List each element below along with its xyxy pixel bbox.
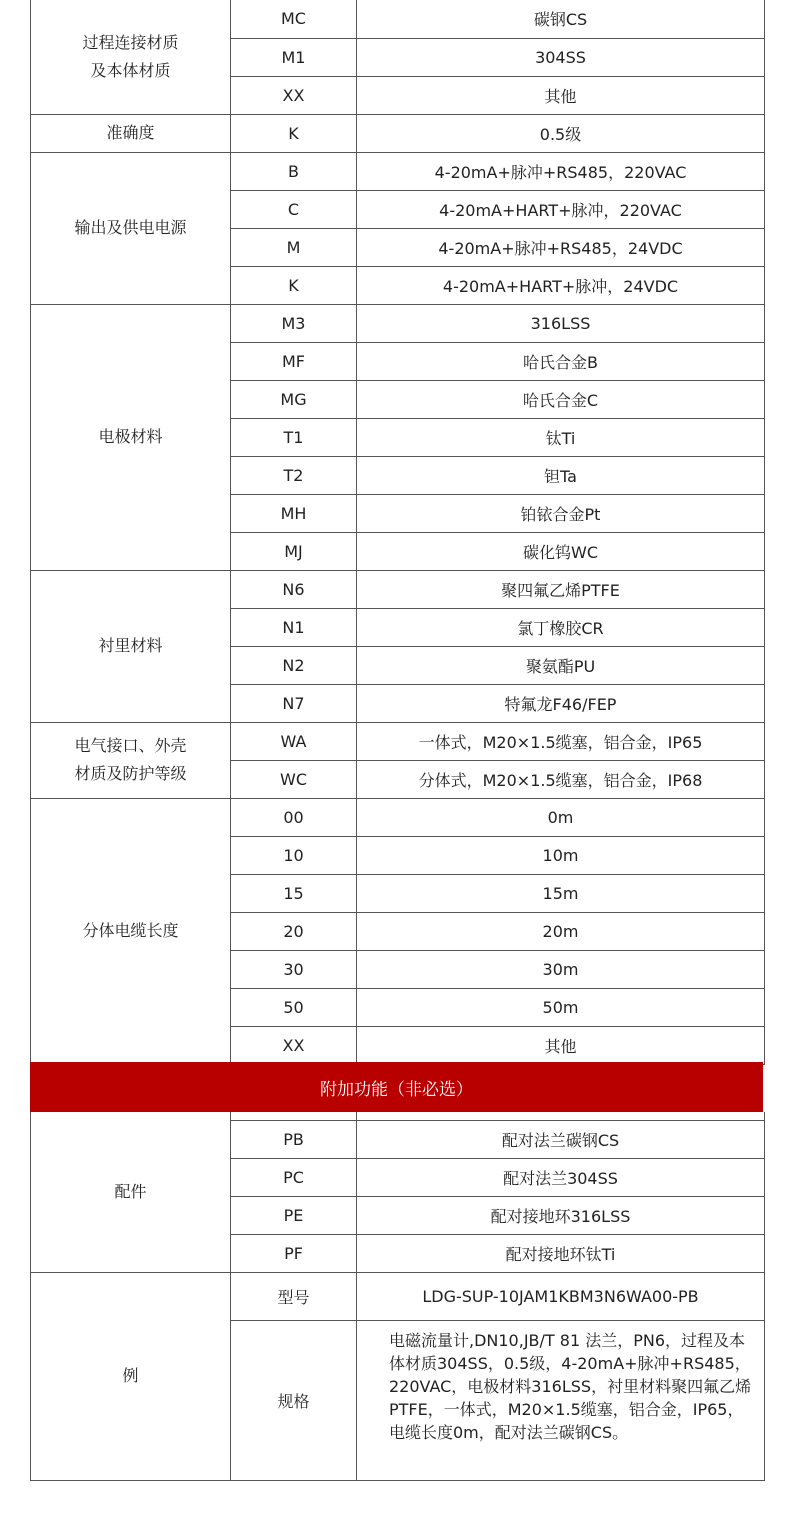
code-cell: MJ xyxy=(231,532,357,570)
table-row xyxy=(31,798,765,836)
group-label: 电气接口、外壳 材质及防护等级 xyxy=(31,722,231,798)
description-cell: 0m xyxy=(357,798,765,836)
description-cell: 配对接地环316LSS xyxy=(357,1196,765,1234)
table-row xyxy=(31,304,765,342)
code-cell: N7 xyxy=(231,684,357,722)
model-value: LDG-SUP-10JAM1KBM3N6WA00-PB xyxy=(357,1272,765,1320)
code-cell: WC xyxy=(231,760,357,798)
description-cell: 其他 xyxy=(357,1026,765,1064)
code-cell: XX xyxy=(231,1026,357,1064)
code-cell: MG xyxy=(231,380,357,418)
description-cell: 特氟龙F46/FEP xyxy=(357,684,765,722)
code-cell: T1 xyxy=(231,418,357,456)
code-cell: M xyxy=(231,228,357,266)
table-row xyxy=(31,1272,765,1320)
code-cell: 15 xyxy=(231,874,357,912)
group-label: 过程连接材质 及本体材质 xyxy=(31,0,231,114)
description-cell: 10m xyxy=(357,836,765,874)
description-cell: 316LSS xyxy=(357,304,765,342)
spec-value: 电磁流量计,DN10,JB/T 81 法兰，PN6，过程及本体材质304SS，0.5级，4-20mA+脉冲+RS485，220VAC，电极材料316LSS，衬里材料聚四氟乙烯PTFE，一体式，M20×1.5缆塞，铝合金，IP65，电缆长度0m，配对法兰碳钢CS。 xyxy=(357,1320,765,1480)
description-cell: 20m xyxy=(357,912,765,950)
description-cell: 50m xyxy=(357,988,765,1026)
description-cell: 聚四氟乙烯PTFE xyxy=(357,570,765,608)
description-cell: 4-20mA+脉冲+RS485，220VAC xyxy=(357,152,765,190)
accessories-table xyxy=(30,1112,765,1481)
code-cell: K xyxy=(231,114,357,152)
code-cell: 30 xyxy=(231,950,357,988)
group-label: 分体电缆长度 xyxy=(31,798,231,1064)
code-cell: 00 xyxy=(231,798,357,836)
description-cell: 氯丁橡胶CR xyxy=(357,608,765,646)
description-cell: 配对接地环钛Ti xyxy=(357,1234,765,1272)
description-cell: 碳化钨WC xyxy=(357,532,765,570)
optional-features-banner: 附加功能（非必选） xyxy=(30,1062,763,1112)
code-cell: B xyxy=(231,152,357,190)
description-cell: 配对法兰304SS xyxy=(357,1158,765,1196)
description-cell: 15m xyxy=(357,874,765,912)
description-cell: 分体式，M20×1.5缆塞，铝合金，IP68 xyxy=(357,760,765,798)
group-label: 准确度 xyxy=(31,114,231,152)
description-cell: 4-20mA+HART+脉冲，220VAC xyxy=(357,190,765,228)
description-cell: 0.5级 xyxy=(357,114,765,152)
description-cell: 钛Ti xyxy=(357,418,765,456)
code-cell: 50 xyxy=(231,988,357,1026)
description-cell: 配对法兰碳钢CS xyxy=(357,1120,765,1158)
code-cell: M1 xyxy=(231,38,357,76)
table-row xyxy=(31,0,765,38)
code-cell: N1 xyxy=(231,608,357,646)
group-label: 衬里材料 xyxy=(31,570,231,722)
description-cell: 哈氏合金C xyxy=(357,380,765,418)
description-cell: 铂铱合金Pt xyxy=(357,494,765,532)
code-cell: PE xyxy=(231,1196,357,1234)
code-cell: K xyxy=(231,266,357,304)
description-cell: 钽Ta xyxy=(357,456,765,494)
group-label: 输出及供电电源 xyxy=(31,152,231,304)
code-cell: 20 xyxy=(231,912,357,950)
code-cell: WA xyxy=(231,722,357,760)
code-cell: PF xyxy=(231,1234,357,1272)
code-cell: N2 xyxy=(231,646,357,684)
code-cell: 10 xyxy=(231,836,357,874)
code-cell: T2 xyxy=(231,456,357,494)
group-label: 电极材料 xyxy=(31,304,231,570)
code-cell: PC xyxy=(231,1158,357,1196)
code-cell: M3 xyxy=(231,304,357,342)
table-row xyxy=(31,152,765,190)
code-cell: XX xyxy=(231,76,357,114)
description-cell: 哈氏合金B xyxy=(357,342,765,380)
code-cell: PB xyxy=(231,1120,357,1158)
spec-label: 规格 xyxy=(231,1320,357,1480)
description-cell: 一体式，M20×1.5缆塞，铝合金，IP65 xyxy=(357,722,765,760)
code-cell: MF xyxy=(231,342,357,380)
description-cell: 4-20mA+脉冲+RS485，24VDC xyxy=(357,228,765,266)
code-cell: N6 xyxy=(231,570,357,608)
code-cell: MH xyxy=(231,494,357,532)
group-label-example: 例 xyxy=(31,1272,231,1480)
description-cell: 30m xyxy=(357,950,765,988)
description-cell: 聚氨酯PU xyxy=(357,646,765,684)
table-row xyxy=(31,114,765,152)
description-cell: 304SS xyxy=(357,38,765,76)
model-label: 型号 xyxy=(231,1272,357,1320)
description-cell: 其他 xyxy=(357,76,765,114)
description-cell: 4-20mA+HART+脉冲，24VDC xyxy=(357,266,765,304)
code-cell: C xyxy=(231,190,357,228)
table-row xyxy=(31,570,765,608)
description-cell: 碳钢CS xyxy=(357,0,765,38)
group-label-accessories: 配件 xyxy=(31,1112,231,1272)
table-row xyxy=(31,722,765,760)
code-cell: MC xyxy=(231,0,357,38)
option-code-table xyxy=(30,0,765,1065)
